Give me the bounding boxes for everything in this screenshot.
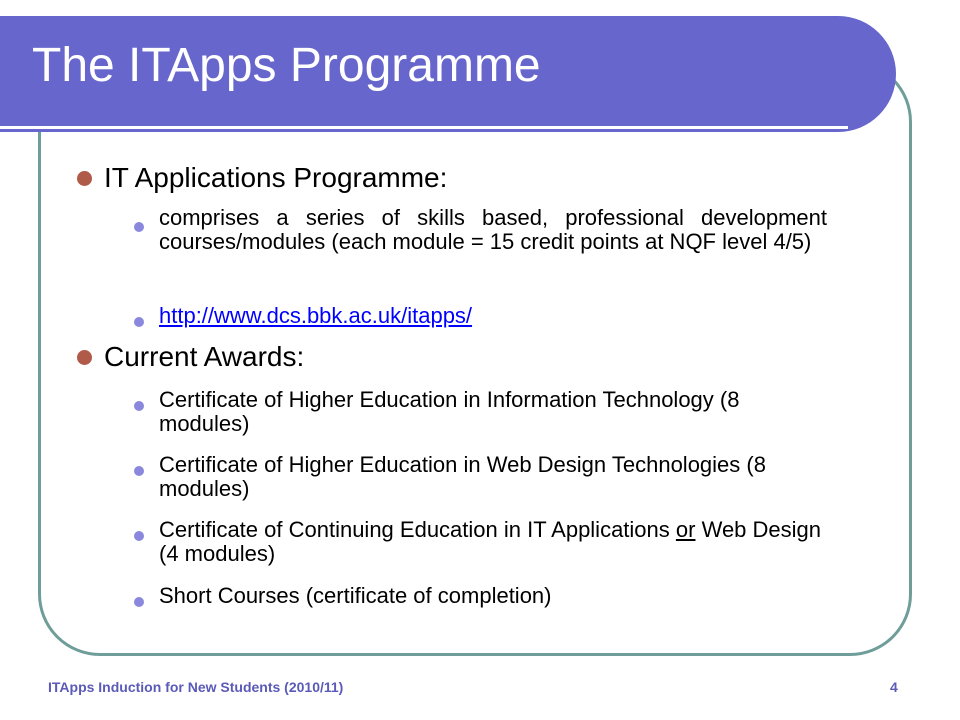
list-item-text: Web Design (4 modules) [159, 517, 822, 566]
slide-title: The ITApps Programme [32, 39, 541, 92]
itapps-link[interactable]: http://www.dcs.bbk.ac.uk/itapps/ [159, 303, 473, 328]
bullet-level2-icon [134, 401, 144, 411]
list-item-underlined-text: or [675, 517, 696, 542]
footer-caption: ITApps Induction for New Students (2010/11) [48, 679, 344, 695]
list-item: Certificate of Higher Education in Web Design Technologies (8 modules) [159, 452, 766, 501]
list-item-text: Certificate of Continuing Education in IT Applications [159, 517, 676, 542]
bullet-level2-icon [134, 222, 144, 232]
section-heading: Current Awards: [104, 341, 305, 372]
title-underline [0, 126, 848, 129]
list-item [159, 304, 827, 328]
list-item: Certificate of Higher Education in Information Technology (8 modules) [159, 387, 740, 436]
bullet-level2-icon [134, 597, 144, 607]
list-item: Short Courses (certificate of completion) [159, 583, 552, 608]
list-item: comprises a series of skills based, professional development courses/modules (each module = 15 credit points at NQF level 4/5) [159, 205, 827, 254]
bullet-level1-icon [77, 350, 92, 365]
bullet-level1-icon [77, 171, 92, 186]
bullet-level2-icon [134, 466, 144, 476]
list-item [159, 518, 827, 566]
section-heading: IT Applications Programme: [104, 162, 448, 193]
page-number: 4 [890, 679, 898, 695]
slide-footer [0, 679, 960, 699]
bullet-level2-icon [134, 531, 144, 541]
bullet-level2-icon [134, 317, 144, 327]
